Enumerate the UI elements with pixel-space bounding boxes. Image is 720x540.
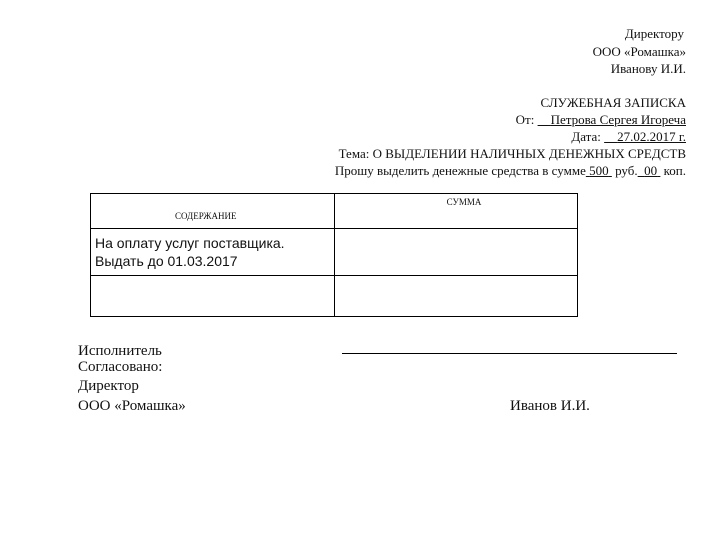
date-value: 27.02.2017 г.	[617, 129, 686, 144]
addressee-name: Иванову И.И.	[610, 61, 686, 76]
table-cell-content	[91, 276, 335, 317]
memo-subject	[339, 145, 686, 163]
amount-rub: 500	[589, 163, 609, 178]
memo-table	[90, 193, 578, 317]
signature-line	[342, 353, 677, 354]
director-name: Иванов И.И.	[510, 398, 590, 414]
date-label: Дата:	[571, 129, 601, 144]
addressee-org: ООО «Ромашка»	[592, 44, 686, 59]
table-cell-sum	[335, 276, 578, 317]
agreed-label: Согласовано:	[78, 359, 163, 375]
subject-label: Тема:	[338, 146, 370, 161]
request-text: Прошу выделить денежные средства в сумме	[334, 163, 586, 178]
table-row	[91, 276, 578, 317]
executor-label: Исполнитель	[78, 343, 162, 359]
director-org: ООО «Ромашка»	[78, 398, 186, 414]
from-label: От:	[515, 112, 535, 127]
table-cell-content: На оплату услуг поставщика. Выдать до 01.03.2017	[91, 229, 335, 276]
director-title: Директор	[78, 378, 139, 394]
subject-value: О ВЫДЕЛЕНИИ НАЛИЧНЫХ ДЕНЕЖНЫХ СРЕДСТВ	[372, 146, 686, 161]
amount-kop: 00	[644, 163, 658, 178]
memo-date-line	[571, 128, 686, 146]
table-row	[91, 229, 578, 276]
kop-label: коп.	[663, 163, 686, 178]
table-cell-sum	[335, 229, 578, 276]
rub-label: руб.	[615, 163, 638, 178]
from-value: Петрова Сергея Игореча	[550, 112, 686, 127]
col-header-content: СОДЕРЖАНИЕ	[91, 194, 335, 229]
table-header-row	[91, 194, 578, 229]
col-header-sum: СУММА	[335, 194, 578, 229]
memo-from-line	[516, 111, 686, 129]
memo-request	[335, 162, 686, 180]
addressee-title: Директору	[624, 26, 684, 41]
memo-title: СЛУЖЕБНАЯ ЗАПИСКА	[540, 95, 686, 110]
